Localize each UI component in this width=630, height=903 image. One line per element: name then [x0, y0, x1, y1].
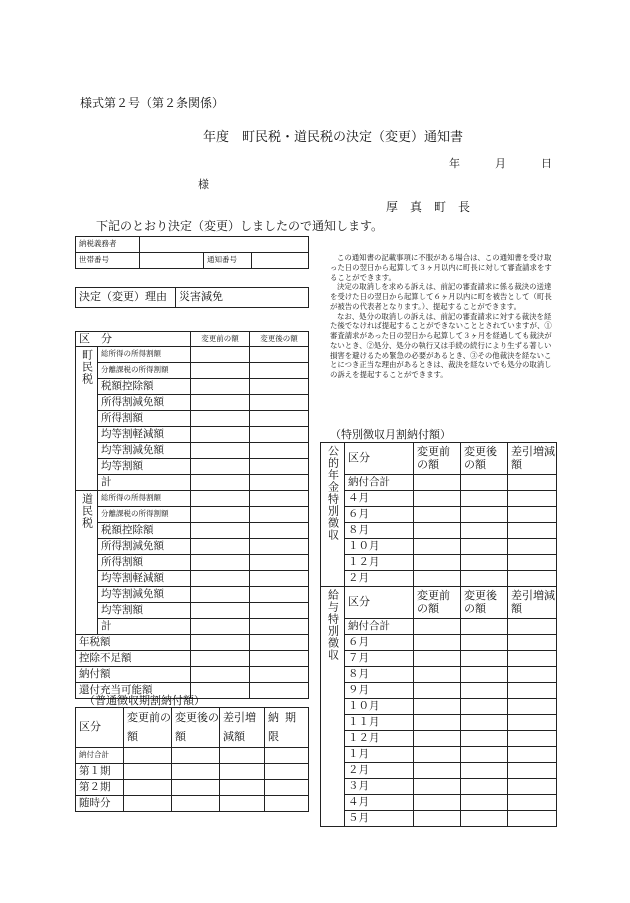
salary-label-cell	[321, 587, 345, 827]
salary-row-label: ２月	[345, 763, 414, 779]
reason-value: 災害減免	[176, 288, 309, 308]
row-label: 計	[98, 619, 191, 635]
salary-row-label: １月	[345, 747, 414, 763]
pension-row-label: ８月	[345, 523, 414, 539]
row-label: 所得割額	[98, 555, 191, 571]
salary-row-label: ５月	[345, 811, 414, 827]
ordinary-row-label: 納付合計	[76, 748, 124, 764]
town-tax-label-cell	[76, 347, 98, 491]
date-year: 年	[449, 157, 460, 170]
after-header: 変更後の額	[250, 332, 309, 347]
salary-row-label: １２月	[345, 731, 414, 747]
household-no-label: 世帯番号	[76, 253, 140, 269]
ordinary-caption: （普通徴収期割納付額）	[84, 694, 205, 707]
pension-row-label: ２月	[345, 571, 414, 587]
before-header: 変更前の額	[191, 332, 250, 347]
special-header: 変更前の額	[414, 587, 461, 619]
salary-row-label: ８月	[345, 667, 414, 683]
row-label: 所得割減免額	[98, 395, 191, 411]
row-label: 分離課税の所得割額	[98, 507, 191, 523]
notice-no-value	[252, 253, 309, 269]
ordinary-collection-table	[75, 707, 309, 812]
appeal-notes	[330, 253, 554, 380]
row-label: 納付額	[76, 667, 191, 683]
row-label: 均等割額	[98, 603, 191, 619]
special-header: 変更後の額	[461, 443, 508, 475]
date-day: 日	[541, 157, 552, 170]
special-header: 差引増減額	[508, 443, 557, 475]
row-label: 総所得の所得割額	[98, 347, 191, 363]
page-title: 年度 町民税・道民税の決定（変更）通知書	[203, 130, 464, 145]
reason-label: 決定（変更）理由	[76, 288, 176, 308]
special-header: 区分	[345, 587, 414, 619]
taxpayer-table	[75, 236, 309, 269]
ordinary-header: 変更前の額	[124, 708, 172, 748]
salary-row-label: ９月	[345, 683, 414, 699]
row-label: 所得割減免額	[98, 539, 191, 555]
pension-row-label: ４月	[345, 491, 414, 507]
pension-row-label: ６月	[345, 507, 414, 523]
pension-row-label: 納付合計	[345, 475, 414, 491]
addressee-suffix: 様	[198, 178, 209, 191]
row-label: 総所得の所得割額	[98, 491, 191, 507]
row-label: 税額控除額	[98, 379, 191, 395]
note-paragraph: なお、処分の取消しの訴えは、前記の審査請求に対する裁決を経た後でなければ提起することができないこととされていますが、①審査請求があった日の翌日から起算して３ヶ月を経過しても裁決がないとき、②処分、処分の執行又は手続の続行により生ずる著しい損害を避けるため緊急の必要があるとき、③その他裁決を経ないことにつき正当な理由があるときは、裁決を経ないでも処分の取消しの訴えを提起することができます。	[330, 311, 552, 380]
salary-row-label: ６月	[345, 635, 414, 651]
salary-row-label: １１月	[345, 715, 414, 731]
notice-no-label: 通知番号	[204, 253, 252, 269]
note-paragraph: この通知書の記載事項に不服がある場合は、この通知書を受け取った日の翌日から起算して３ヶ月以内に町長に対して審査請求をすることができます。	[330, 253, 552, 282]
row-label: 均等割減免額	[98, 587, 191, 603]
row-label: 年税額	[76, 635, 191, 651]
issuer: 厚 真 町 長	[386, 200, 471, 214]
salary-row-label: ７月	[345, 651, 414, 667]
row-label: 分離課税の所得割額	[98, 363, 191, 379]
pref-tax-label-cell	[76, 491, 98, 635]
row-label: 均等割額	[98, 459, 191, 475]
special-header: 区分	[345, 443, 414, 475]
special-header: 変更後の額	[461, 587, 508, 619]
ordinary-row-label: 随時分	[76, 796, 124, 812]
pension-label: 公的年金特別徴収	[326, 445, 340, 541]
ordinary-header: 差引増減額	[220, 708, 265, 748]
salary-row-label: ３月	[345, 779, 414, 795]
salary-label: 給与特別徴収	[326, 589, 340, 661]
row-label: 均等割軽減額	[98, 571, 191, 587]
intro-text: 下記のとおり決定（変更）しましたので通知します。	[96, 219, 384, 233]
pref-tax-label: 道民税	[80, 493, 94, 529]
pension-row-label: １２月	[345, 555, 414, 571]
tax-amount-table	[75, 331, 309, 699]
obligor-value	[140, 237, 309, 253]
obligor-label: 納税義務者	[76, 237, 140, 253]
division-header: 区 分	[76, 332, 191, 347]
ordinary-header: 区分	[76, 708, 124, 748]
row-label: 計	[98, 475, 191, 491]
ordinary-row-label: 第２期	[76, 780, 124, 796]
ordinary-header: 納期限	[265, 708, 309, 748]
salary-row-label: ４月	[345, 795, 414, 811]
row-label: 均等割軽減額	[98, 427, 191, 443]
reason-table	[75, 287, 309, 308]
special-header: 変更前の額	[414, 443, 461, 475]
special-header: 差引増減額	[508, 587, 557, 619]
town-tax-label: 町民税	[80, 349, 94, 385]
salary-row-label: １０月	[345, 699, 414, 715]
ordinary-header: 変更後の額	[172, 708, 220, 748]
pension-label-cell	[321, 443, 345, 587]
row-label: 還付充当可能額	[76, 683, 191, 699]
date-month: 月	[495, 157, 506, 170]
row-label: 所得割額	[98, 411, 191, 427]
household-no-value	[140, 253, 204, 269]
salary-row-label: 納付合計	[345, 619, 414, 635]
row-label: 控除不足額	[76, 651, 191, 667]
row-label: 税額控除額	[98, 523, 191, 539]
row-label: 均等割減免額	[98, 443, 191, 459]
ordinary-row-label: 第１期	[76, 764, 124, 780]
note-paragraph: 決定の取消しを求める訴えは、前記の審査請求に係る裁決の送達を受けた日の翌日から起算して６ヶ月以内に町を被告として（町長が被告の代表者となります。）、提起することができます。	[330, 282, 552, 311]
form-number: 様式第２号（第２条関係）	[80, 96, 225, 110]
special-caption: （特別徴収月割納付額）	[330, 428, 451, 441]
pension-row-label: １０月	[345, 539, 414, 555]
special-collection-table	[320, 442, 557, 827]
